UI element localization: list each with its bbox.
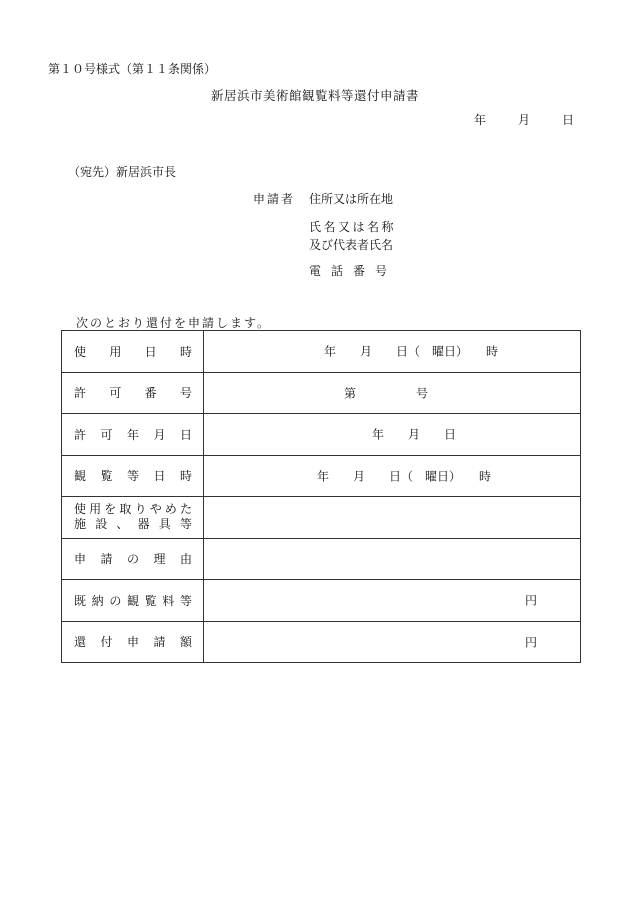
row-label-char: 施 (74, 517, 87, 532)
form-row-permit-number (62, 372, 581, 414)
row-label (62, 502, 203, 532)
row-value-cell[interactable] (204, 497, 581, 539)
row-label-char: 申 (126, 635, 139, 650)
row-label-cell (62, 372, 204, 414)
row-label-char: 覧 (144, 593, 157, 608)
row-label-char: た (179, 502, 192, 517)
row-label-cell (62, 497, 204, 539)
row-label-char: 可 (109, 386, 122, 401)
row-label-char: 観 (74, 469, 87, 484)
row-label-char: 日 (179, 427, 192, 442)
row-label (62, 384, 203, 401)
row-label-char: 納 (91, 593, 104, 608)
row-label-char: 理 (153, 552, 166, 567)
row-label-char: 取 (119, 502, 132, 517)
date-day-label: 日 (562, 113, 575, 127)
row-label-char: 時 (179, 469, 192, 484)
row-label-char: 号 (179, 386, 192, 401)
intro-text: 次のとおり還付を申請します。 (76, 316, 272, 330)
row-label-char: 月 (153, 427, 166, 442)
row-label-char: 覧 (100, 469, 113, 484)
row-label-char: 等 (179, 517, 192, 532)
row-value-cell[interactable] (204, 621, 581, 663)
row-label-char: 等 (179, 593, 192, 608)
row-label (62, 592, 203, 609)
row-label-char: 使 (74, 502, 87, 517)
row-value-text: 年 月 日 (372, 427, 457, 442)
row-label-cell (62, 538, 204, 580)
row-value-text: 第 号 (344, 386, 429, 401)
form-number: 第１０号様式（第１１条関係） (48, 62, 217, 76)
form-row-reason (62, 538, 581, 580)
row-value-cell[interactable] (204, 331, 581, 373)
row-label-char: 請 (100, 552, 113, 567)
phone-label (309, 262, 397, 279)
row-label-char: 用 (89, 502, 102, 517)
row-label-char: 請 (153, 635, 166, 650)
row-label-char: 具 (158, 517, 171, 532)
form-row-refund-amount (62, 621, 581, 663)
row-label-char: を (104, 502, 117, 517)
row-label (62, 426, 203, 443)
row-label-char: 、 (116, 517, 129, 532)
row-label-char: 等 (126, 469, 139, 484)
form-row-viewing-datetime (62, 455, 581, 497)
row-label-char: 番 (144, 386, 157, 401)
row-label-cell (62, 414, 204, 456)
row-value-cell[interactable] (204, 455, 581, 497)
row-label-char: 額 (179, 635, 192, 650)
row-label-char: 由 (179, 552, 192, 567)
row-label-cell (62, 455, 204, 497)
row-label-cell (62, 580, 204, 622)
row-label-char: の (126, 552, 139, 567)
addressee: （宛先）新居浜市長 (68, 165, 177, 179)
row-label-cell (62, 331, 204, 373)
row-label-char: 日 (144, 344, 157, 359)
phone-label-char: 番 (353, 264, 366, 278)
row-label-char: 使 (74, 344, 87, 359)
row-label (62, 550, 203, 567)
form-row-permit-date (62, 414, 581, 456)
row-label-char: 時 (179, 344, 192, 359)
row-label-cell (62, 621, 204, 663)
row-label (62, 467, 203, 484)
row-label-char: 日 (153, 469, 166, 484)
form-row-cancelled-facilities (62, 497, 581, 539)
phone-label-char: 電 (309, 264, 322, 278)
row-label-char: 可 (100, 427, 113, 442)
row-label-char: 申 (74, 552, 87, 567)
name-label: 氏名又は名称 (309, 220, 397, 234)
applicant-label: 申請者 (253, 192, 296, 206)
representative-label: 及び代表者氏名 (309, 238, 394, 252)
application-date (474, 111, 574, 128)
row-value-text: 年 月 日（ 曜日） 時 (317, 469, 492, 484)
row-label-char: 既 (74, 593, 87, 608)
row-label-char: 器 (137, 517, 150, 532)
phone-label-char: 話 (331, 264, 344, 278)
row-label-char: め (164, 502, 177, 517)
row-label-char: や (149, 502, 162, 517)
document-title: 新居浜市美術館観覧料等還付申請書 (210, 88, 419, 103)
row-label-char: 付 (100, 635, 113, 650)
form-row-paid-fee (62, 580, 581, 622)
row-value-cell[interactable] (204, 538, 581, 580)
row-value-cell[interactable] (204, 580, 581, 622)
refund-form-table (61, 330, 581, 663)
row-label-char: の (109, 593, 122, 608)
row-label-char: 年 (126, 427, 139, 442)
row-label-line (74, 502, 192, 517)
row-label-char: 許 (74, 386, 87, 401)
row-label-line (74, 517, 192, 532)
date-year-label: 年 (474, 113, 487, 127)
address-label: 住所又は所在地 (309, 192, 394, 206)
row-value-cell[interactable] (204, 414, 581, 456)
row-label (62, 633, 203, 650)
row-label-char: り (134, 502, 147, 517)
row-label-char: 許 (74, 427, 87, 442)
row-value-text: 円 (525, 593, 538, 608)
row-value-text: 円 (525, 635, 538, 650)
row-label (62, 343, 203, 360)
row-label-char: 料 (162, 593, 175, 608)
row-label-char: 還 (74, 635, 87, 650)
row-value-cell[interactable] (204, 372, 581, 414)
row-value-text: 年 月 日（ 曜日） 時 (324, 344, 499, 359)
row-label-char: 観 (126, 593, 139, 608)
row-label-char: 用 (109, 344, 122, 359)
form-row-usage-datetime (62, 331, 581, 373)
date-month-label: 月 (518, 113, 531, 127)
phone-label-char: 号 (375, 264, 388, 278)
row-label-char: 設 (95, 517, 108, 532)
